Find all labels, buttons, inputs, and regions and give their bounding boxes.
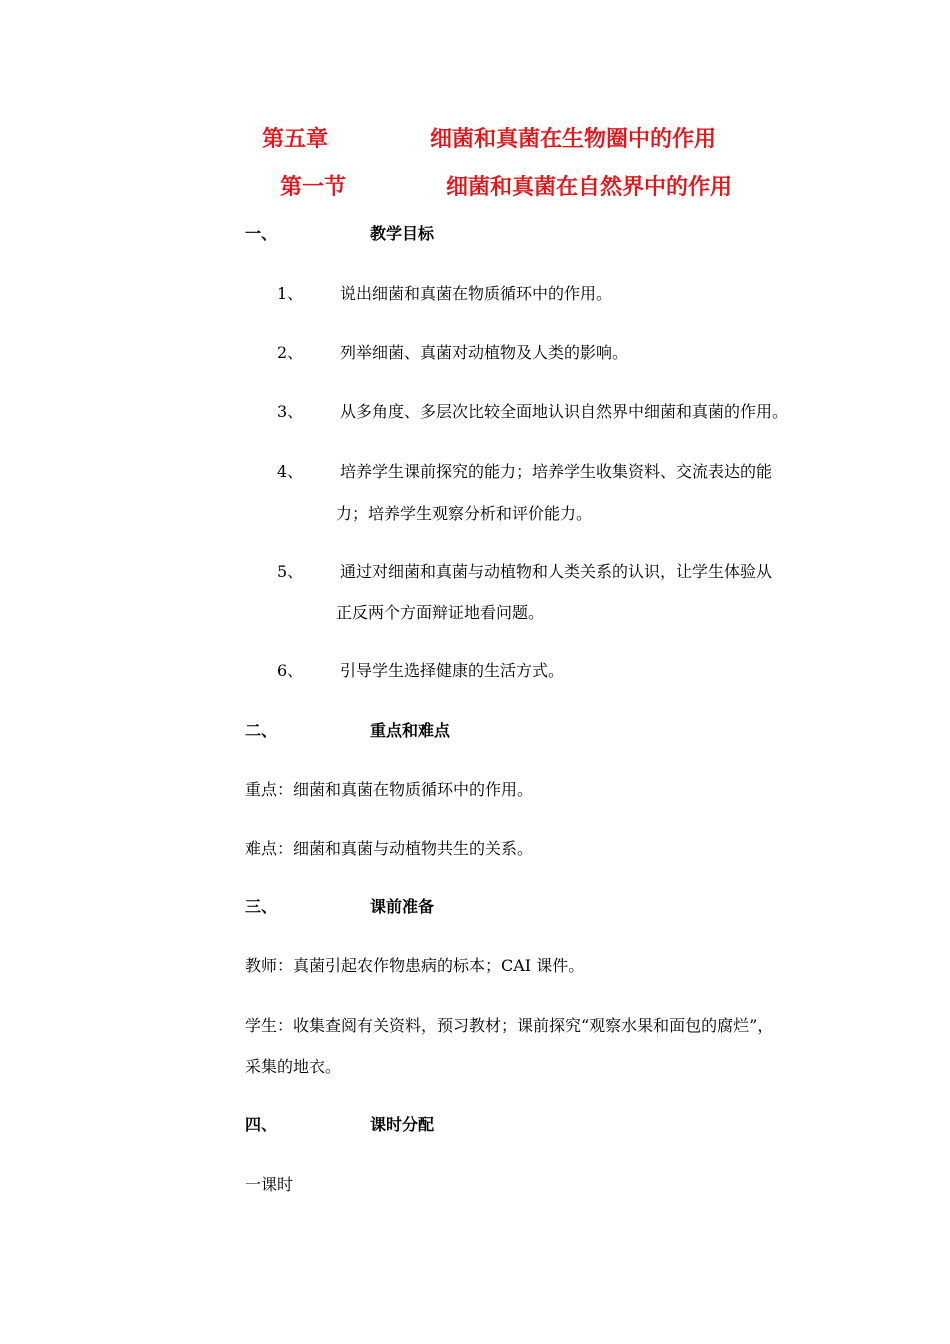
part2-number: 二、 [245,721,278,740]
key-point: 重点：细菌和真菌在物质循环中的作用。 [245,780,534,799]
teacher-preparation: 教师：真菌引起农作物患病的标本；CAI 课件。 [245,956,585,975]
objective-number: 3、 [277,402,304,421]
class-hours: 一课时 [245,1175,294,1194]
part1-title: 教学目标 [370,224,435,243]
objective-number: 4、 [277,462,304,481]
chapter-title: 细菌和真菌在生物圈中的作用 [430,127,717,152]
objective-text: 从多角度、多层次比较全面地认识自然界中细菌和真菌的作用。 [340,402,789,421]
objective-text-line2: 力；培养学生观察分析和评价能力。 [336,504,593,523]
part1-number: 一、 [245,224,278,243]
objective-text-line1: 培养学生课前探究的能力；培养学生收集资料、交流表达的能 [340,462,773,481]
part4-title: 课时分配 [370,1115,435,1134]
chapter-number: 第五章 [262,127,329,152]
objective-number: 2、 [277,343,304,362]
part3-number: 三、 [245,897,278,916]
difficult-point: 难点：细菌和真菌与动植物共生的关系。 [245,839,534,858]
objective-number: 1、 [277,284,304,303]
objective-text: 引导学生选择健康的生活方式。 [340,661,565,680]
objective-text-line2: 正反两个方面辩证地看问题。 [336,603,545,622]
part2-title: 重点和难点 [370,721,451,740]
objective-number: 6、 [277,661,304,680]
student-preparation-line2: 采集的地衣。 [245,1057,342,1076]
objective-number: 5、 [277,562,304,581]
student-preparation-line1: 学生：收集查阅有关资料，预习教材；课前探究“观察水果和面包的腐烂”， [245,1016,774,1035]
objective-text-line1: 通过对细菌和真菌与动植物和人类关系的认识，让学生体验从 [340,562,773,581]
objective-text: 说出细菌和真菌在物质循环中的作用。 [340,284,613,303]
section-title: 细菌和真菌在自然界中的作用 [446,175,733,200]
section-number: 第一节 [280,175,347,200]
part4-number: 四、 [245,1115,278,1134]
part3-title: 课前准备 [370,897,435,916]
objective-text: 列举细菌、真菌对动植物及人类的影响。 [340,343,629,362]
